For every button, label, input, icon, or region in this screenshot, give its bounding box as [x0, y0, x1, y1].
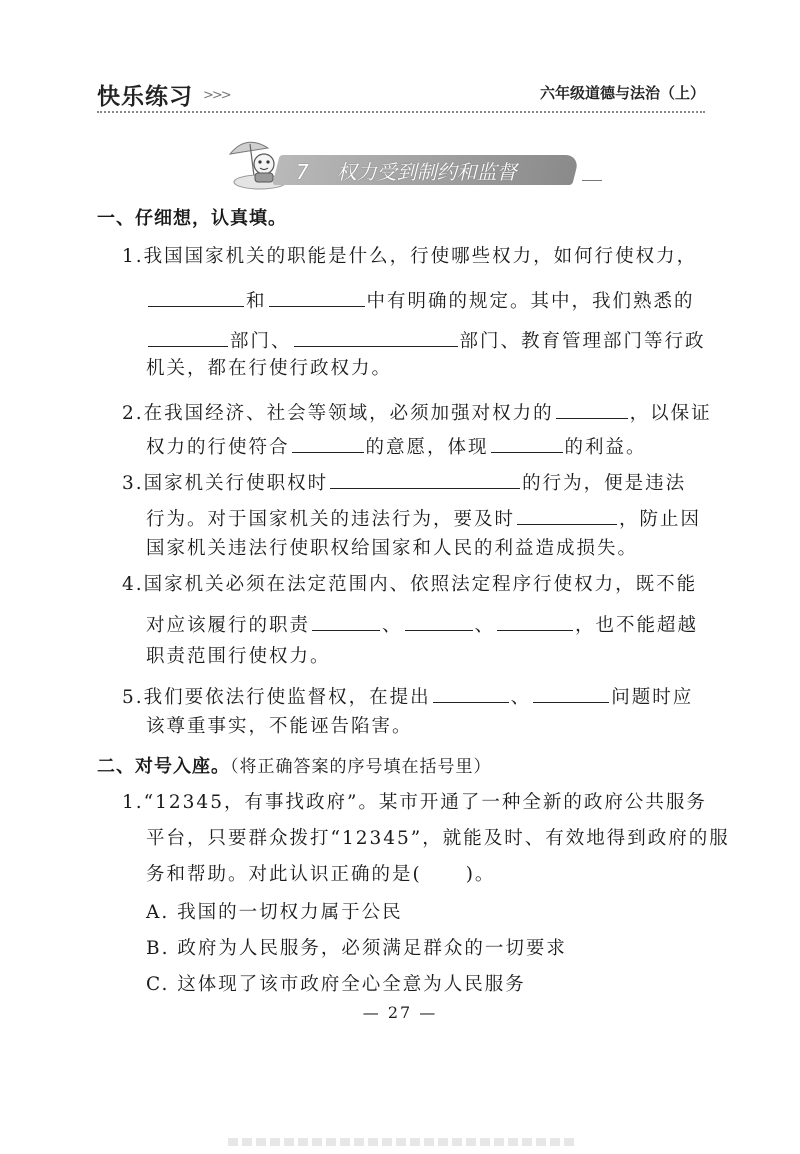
question-1-line-2: 和 中有明确的规定。其中，我们熟悉的 — [146, 284, 695, 315]
lesson-title — [296, 156, 517, 185]
question-5-line-1: 5.我们要依法行使监督权，在提出 、 问题时应 — [122, 680, 693, 711]
answer-blank[interactable] — [517, 502, 617, 525]
chevron-decoration-icon: >>> — [203, 88, 230, 103]
question-3-line-3: 国家机关违法行使职权给国家和人民的利益造成损失。 — [146, 538, 639, 559]
answer-blank[interactable] — [533, 680, 609, 703]
answer-blank[interactable] — [269, 284, 365, 307]
option-b: B. 政府为人民服务，必须满足群众的一切要求 — [146, 938, 567, 959]
banner-tail-line — [582, 180, 602, 181]
choice-question-1-line-2: 平台，只要群众拨打“12345”，就能及时、有效地得到政府的服 — [146, 828, 730, 849]
answer-blank[interactable] — [292, 430, 364, 453]
question-1-line-1: 1.我国国家机关的职能是什么，行使哪些权力，如何行使权力， — [122, 246, 698, 267]
answer-blank[interactable] — [497, 608, 573, 631]
option-a: A. 我国的一切权力属于公民 — [146, 902, 403, 923]
question-2-line-2: 权力的行使符合 的意愿，体现 的利益。 — [146, 430, 647, 461]
lesson-number: 7 — [296, 160, 309, 184]
question-4-line-3: 职责范围行使权力。 — [146, 646, 331, 667]
question-4-line-2: 对应该履行的职责 、 、 ，也不能超越 — [146, 608, 698, 639]
lesson-title-text: 权力受到制约和监督 — [336, 160, 517, 184]
header-divider — [97, 111, 705, 113]
answer-blank[interactable] — [148, 284, 244, 307]
section-2-title: 二、对号入座。（将正确答案的序号填在括号里） — [97, 756, 492, 777]
choice-question-1-line-1: 1.“12345，有事找政府”。某市开通了一种全新的政府公共服务 — [122, 792, 707, 813]
answer-blank[interactable] — [433, 680, 509, 703]
answer-blank[interactable] — [330, 466, 520, 489]
answer-blank[interactable] — [405, 608, 473, 631]
answer-blank[interactable] — [556, 396, 628, 419]
question-3-line-1: 3.国家机关行使职权时 的行为，便是违法 — [122, 466, 686, 497]
faint-footer-text — [228, 1138, 578, 1146]
section-2-instruction: （将正确答案的序号填在括号里） — [230, 757, 492, 777]
answer-blank[interactable] — [312, 608, 380, 631]
question-2-line-1: 2.在我国经济、社会等领域，必须加强对权力的 ，以保证 — [122, 396, 712, 427]
question-3-line-2: 行为。对于国家机关的违法行为，要及时 ，防止因 — [146, 502, 701, 533]
lesson-banner — [224, 136, 586, 192]
question-5-line-2: 该尊重事实，不能诬告陷害。 — [146, 716, 413, 737]
answer-blank[interactable] — [148, 324, 228, 347]
answer-blank[interactable] — [294, 324, 458, 347]
section-1-title: 一、仔细想，认真填。 — [97, 208, 287, 229]
choice-question-1-line-3: 务和帮助。对此认识正确的是( )。 — [146, 864, 496, 885]
page-header — [97, 78, 705, 112]
answer-blank[interactable] — [491, 430, 563, 453]
question-4-line-1: 4.国家机关必须在法定范围内、依照法定程序行使权力，既不能 — [122, 574, 698, 595]
grade-subject-label: 六年级道德与法治（上） — [539, 84, 705, 102]
option-c: C. 这体现了该市政府全心全意为人民服务 — [146, 974, 526, 995]
brand-title: 快乐练习 — [97, 84, 193, 110]
question-1-line-4: 机关，都在行使行政权力。 — [146, 358, 393, 379]
page-number: — 27 — — [362, 1003, 438, 1022]
question-1-line-3: 部门、 部门、教育管理部门等行政 — [146, 324, 706, 355]
